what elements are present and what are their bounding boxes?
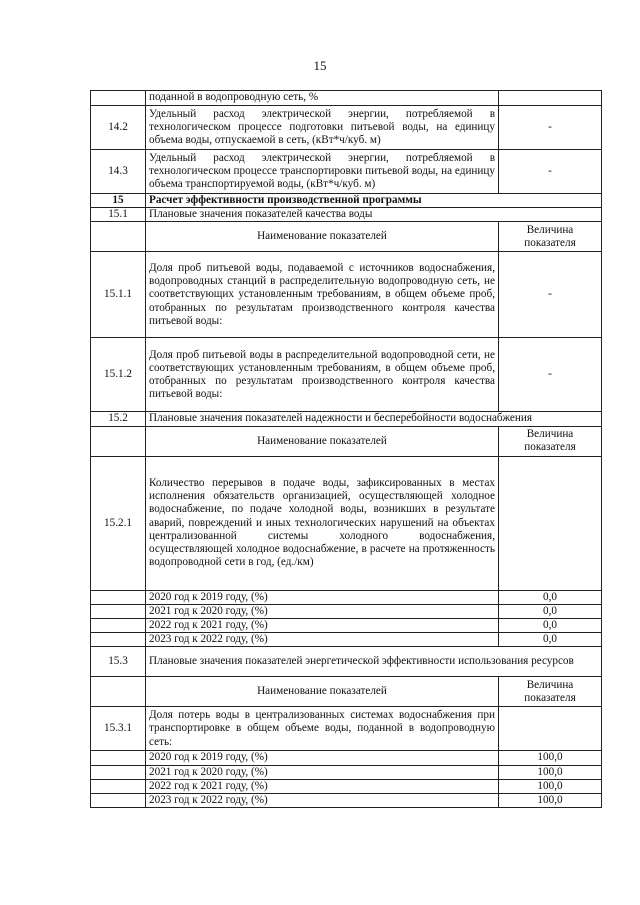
indicators-table xyxy=(90,90,602,808)
row-text: поданной в водопроводную сеть, % xyxy=(146,91,499,106)
header-name: Наименование показателей xyxy=(146,426,499,456)
row-number xyxy=(91,633,146,647)
year-value: 100,0 xyxy=(499,765,602,779)
section-row xyxy=(91,647,602,677)
header-row xyxy=(91,426,602,456)
year-row xyxy=(91,751,602,765)
header-name: Наименование показателей xyxy=(146,677,499,707)
row-text: Доля проб питьевой воды в распределительной водопроводной сети, не соответствующих установленным требованиям, в общем объеме проб, отобранных по результатам производственного контроля качества питьевой воды: xyxy=(146,338,499,412)
year-row xyxy=(91,604,602,618)
year-row xyxy=(91,619,602,633)
year-label: 2022 год к 2021 году, (%) xyxy=(146,619,499,633)
row-number xyxy=(91,794,146,808)
row-value xyxy=(499,91,602,106)
section-title: Расчет эффективности производственной программы xyxy=(146,194,602,208)
row-number: 15.3.1 xyxy=(91,707,146,751)
year-row xyxy=(91,765,602,779)
year-label: 2020 год к 2019 году, (%) xyxy=(146,751,499,765)
header-row xyxy=(91,222,602,252)
row-number xyxy=(91,91,146,106)
row-text: Удельный расход электрической энергии, потребляемой в технологическом процессе подготовки питьевой воды, на единицу объема воды, отпускаемой в сеть, (кВт*ч/куб. м) xyxy=(146,106,499,150)
row-number xyxy=(91,779,146,793)
year-value: 0,0 xyxy=(499,633,602,647)
row-value: - xyxy=(499,338,602,412)
header-number xyxy=(91,677,146,707)
header-value: Величина показателя xyxy=(499,426,602,456)
table-row xyxy=(91,338,602,412)
row-number xyxy=(91,765,146,779)
row-number: 15.2.1 xyxy=(91,456,146,590)
header-row xyxy=(91,677,602,707)
section-title: Плановые значения показателей надежности и бесперебойности водоснабжения xyxy=(146,412,602,426)
page-number: 15 xyxy=(313,58,327,73)
row-number: 14.2 xyxy=(91,106,146,150)
row-number xyxy=(91,619,146,633)
year-label: 2023 год к 2022 году, (%) xyxy=(146,794,499,808)
year-label: 2022 год к 2021 году, (%) xyxy=(146,779,499,793)
header-value: Величина показателя xyxy=(499,677,602,707)
row-text: Доля проб питьевой воды, подаваемой с источников водоснабжения, водопроводных станций в распределительную водопроводную сеть, не соответствующих установленным требованиям, в общем объеме проб, отобранных по результатам производственного контроля качества питьевой воды: xyxy=(146,252,499,338)
year-label: 2021 год к 2020 году, (%) xyxy=(146,604,499,618)
table-row xyxy=(91,707,602,751)
row-number: 15.1.1 xyxy=(91,252,146,338)
year-row xyxy=(91,633,602,647)
row-number xyxy=(91,604,146,618)
header-number xyxy=(91,426,146,456)
row-value: - xyxy=(499,106,602,150)
header-number xyxy=(91,222,146,252)
section-title: Плановые значения показателей энергетической эффективности использования ресурсов xyxy=(146,647,602,677)
year-value: 0,0 xyxy=(499,590,602,604)
row-text: Удельный расход электрической энергии, потребляемой в технологическом процессе транспортировки питьевой воды, на единицу объема транспортируемой воды, (кВт*ч/куб. м) xyxy=(146,150,499,194)
year-value: 0,0 xyxy=(499,619,602,633)
row-text: Доля потерь воды в централизованных системах водоснабжения при транспортировке в общем объеме воды, поданной в водопроводную сеть: xyxy=(146,707,499,751)
year-value: 100,0 xyxy=(499,779,602,793)
section-number: 15 xyxy=(91,194,146,208)
year-row xyxy=(91,590,602,604)
header-name: Наименование показателей xyxy=(146,222,499,252)
section-title: Плановые значения показателей качества воды xyxy=(146,208,602,222)
table-row xyxy=(91,91,602,106)
section-row xyxy=(91,208,602,222)
table-row xyxy=(91,252,602,338)
year-row xyxy=(91,794,602,808)
year-label: 2021 год к 2020 году, (%) xyxy=(146,765,499,779)
year-label: 2023 год к 2022 году, (%) xyxy=(146,633,499,647)
year-value: 100,0 xyxy=(499,794,602,808)
table-row xyxy=(91,150,602,194)
row-value xyxy=(499,707,602,751)
section-number: 15.2 xyxy=(91,412,146,426)
section-number: 15.1 xyxy=(91,208,146,222)
table-row xyxy=(91,456,602,590)
row-number xyxy=(91,590,146,604)
table-row xyxy=(91,106,602,150)
year-value: 0,0 xyxy=(499,604,602,618)
row-value: - xyxy=(499,150,602,194)
row-number: 14.3 xyxy=(91,150,146,194)
row-number xyxy=(91,751,146,765)
year-label: 2020 год к 2019 году, (%) xyxy=(146,590,499,604)
row-value xyxy=(499,456,602,590)
section-row xyxy=(91,194,602,208)
row-text: Количество перерывов в подаче воды, зафиксированных в местах исполнения обязательств организацией, осуществляющей холодное водоснабжение, по подаче холодной воды, возникших в результате аварий, повреждений и иных технологических нарушений на объектах централизованной системы холодного водоснабжения, осуществляющей холодное водоснабжение, в расчете на протяженность водопроводной сети в год, (ед./км) xyxy=(146,456,499,590)
row-number: 15.1.2 xyxy=(91,338,146,412)
year-value: 100,0 xyxy=(499,751,602,765)
section-number: 15.3 xyxy=(91,647,146,677)
header-value: Величина показателя xyxy=(499,222,602,252)
section-row xyxy=(91,412,602,426)
row-value: - xyxy=(499,252,602,338)
year-row xyxy=(91,779,602,793)
